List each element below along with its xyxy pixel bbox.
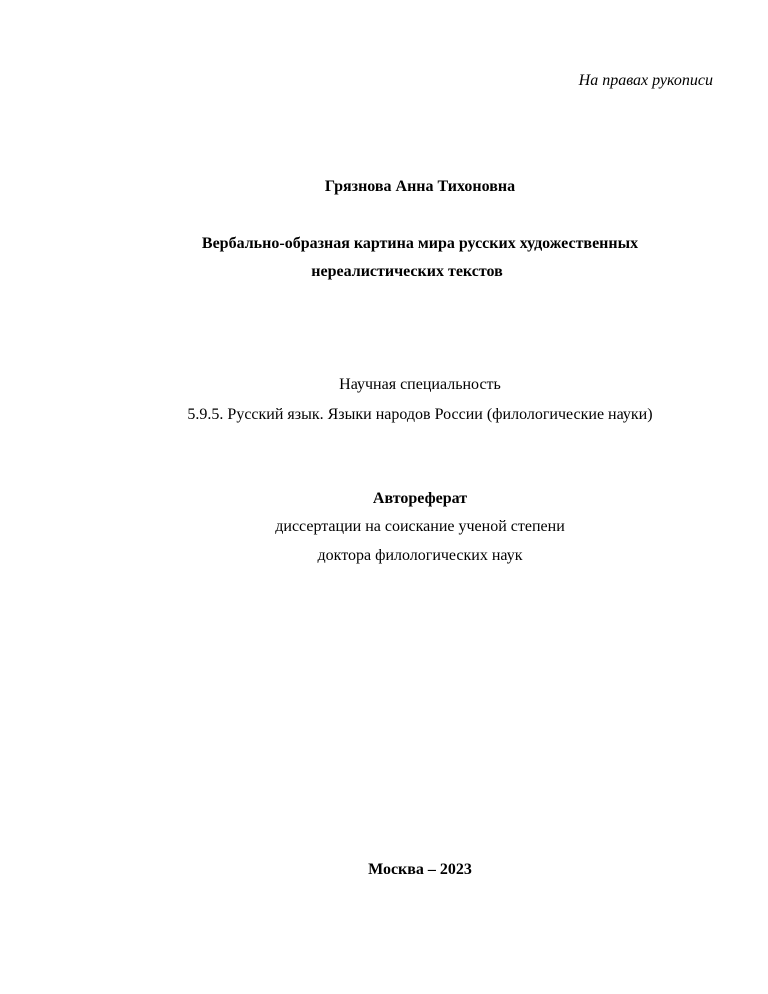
degree-line-2: доктора филологических наук	[317, 547, 523, 564]
rights-note: На правах рукописи	[578, 72, 713, 89]
degree-line-1: диссертации на соискание ученой степени	[275, 518, 565, 535]
title-line-2: нереалистических текстов	[311, 263, 503, 280]
specialty-value: 5.9.5. Русский язык. Языки народов России (филологические науки)	[187, 406, 653, 423]
title-line-1: Вербально-образная картина мира русских художественных	[201, 235, 639, 252]
author-name: Грязнова Анна Тихоновна	[324, 178, 516, 195]
specialty-label: Научная специальность	[339, 376, 501, 393]
document-type: Автореферат	[372, 490, 468, 507]
city-year: Москва – 2023	[368, 861, 472, 878]
